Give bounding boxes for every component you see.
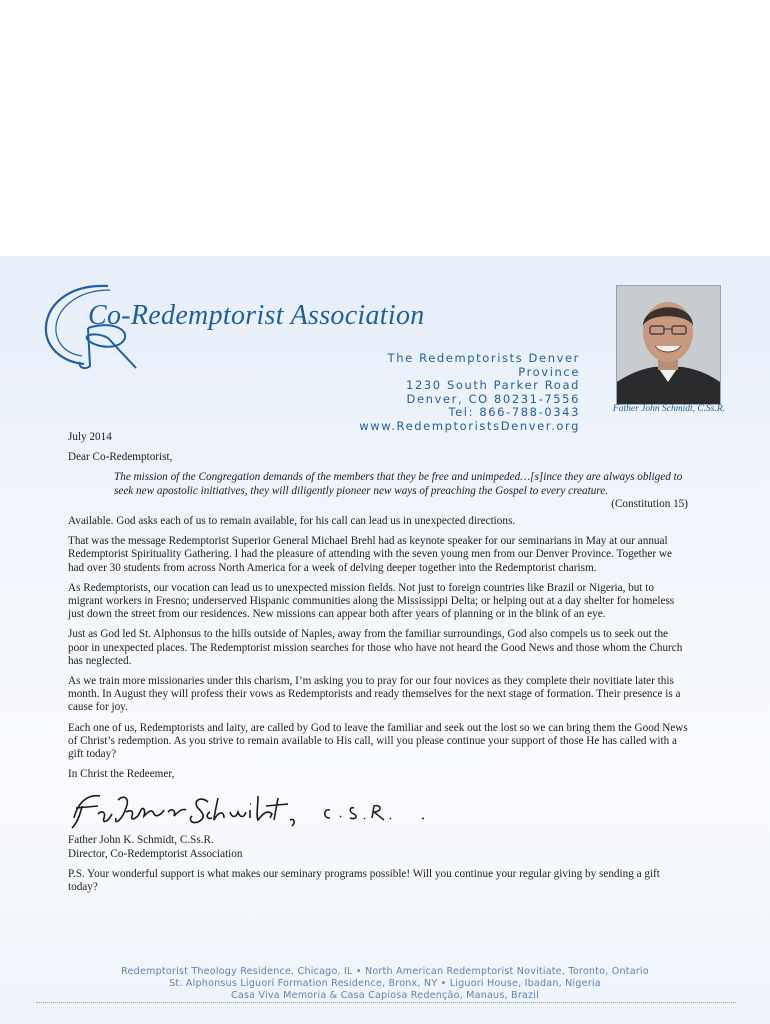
- paragraph-3: As Redemptorists, our vocation can lead us to unexpected mission fields. Not just to foreign countries like Brazil or Nigeria, but to migrant workers in Fresno; underserved Hispanic communities along the Mississippi Delta; or helping out at a day shelter for homeless just down the street from our residences. New missions can appear both after years of planning or in the blink of an eye.: [68, 581, 675, 621]
- portrait-illustration: [617, 286, 720, 404]
- province-name: The Redemptorists Denver Province: [387, 351, 580, 379]
- letter-body: [68, 424, 688, 901]
- signature-graphic: [68, 788, 448, 832]
- website-link[interactable]: www.RedemptoristsDenver.org: [359, 418, 580, 433]
- paragraph-4: Just as God led St. Alphonsus to the hills outside of Naples, away from the familiar surroundings, God also compels us to seek out the poor in unexpected places. The Redemptorist mission searches for those who have not heard the Good News and those whom the Church has neglected.: [68, 628, 683, 667]
- footer-line-1: Redemptorist Theology Residence, Chicago, IL • North American Redemptorist Novitiate, Toronto, Ontario: [121, 966, 649, 977]
- closing: In Christ the Redeemer,: [68, 768, 175, 781]
- signatory-block: [68, 834, 688, 860]
- organization-name: Co-Redemptorist Association: [88, 300, 425, 331]
- footer-line-2: St. Alphonsus Liguori Formation Residence, Bronx, NY • Liguori House, Ibadan, Nigeria: [169, 978, 601, 989]
- portrait-photo: [616, 285, 721, 405]
- letter-date: July 2014: [68, 431, 112, 443]
- handwritten-signature: [68, 788, 688, 832]
- city-state-zip: Denver, CO 80231-7556: [406, 391, 580, 406]
- address-block: [330, 352, 580, 433]
- footer-divider: [36, 1002, 736, 1003]
- signatory-title: Director, Co-Redemptorist Association: [68, 847, 243, 860]
- constitution-quote: The mission of the Congregation demands of the members that they be free and unimpeded…[s]ince they are always obliged to seek new apostolic initiatives, they will diligently pioneer new ways of preaching the Gospel to every creature.: [114, 471, 683, 497]
- signatory-name: Father John K. Schmidt, C.Ss.R.: [68, 834, 214, 847]
- street-address: 1230 South Parker Road: [406, 378, 580, 392]
- paragraph-5: As we train more missionaries under this charism, I’m asking you to pray for our four novices as they complete their novitiate later this month. In August they will profess their vows as Redemptorists and ready themselves for the next stage of formation. Their presence is a cause for joy.: [68, 675, 681, 714]
- quote-citation: (Constitution 15): [611, 497, 688, 510]
- photo-caption: Father John Schmidt, C.Ss.R.: [612, 404, 726, 414]
- salutation: Dear Co-Redemptorist,: [68, 451, 173, 464]
- phone-number: Tel: 866-788-0343: [448, 405, 580, 419]
- footer-residences: [40, 966, 730, 1002]
- postscript: P.S. Your wonderful support is what makes our seminary programs possible! Will you continue your regular giving by sending a gift today?: [68, 867, 660, 894]
- paragraph-6: Each one of us, Redemptorists and laity, are called by God to leave the familiar and seek out the lost so we can bring them the Good News of Christ’s redemption. As you strive to remain available to His call, will you please continue your support of those He has called with a gift today?: [68, 721, 688, 761]
- footer-line-3: Casa Viva Memoria & Casa Capiosa Redenção, Manaus, Brazil: [230, 990, 540, 1001]
- paragraph-1: Available. God asks each of us to remain available, for his call can lead us in unexpected directions.: [68, 515, 516, 528]
- paragraph-2: That was the message Redemptorist Superior General Michael Brehl had as keynote speaker for our seminarians in May at our annual Redemptorist Spirituality Gathering. I had the pleasure of attending with the seven young men from our Denver Province. Together we had over 30 students from across North America for a week of delving deeper together into the Redemptorist charism.: [68, 535, 672, 574]
